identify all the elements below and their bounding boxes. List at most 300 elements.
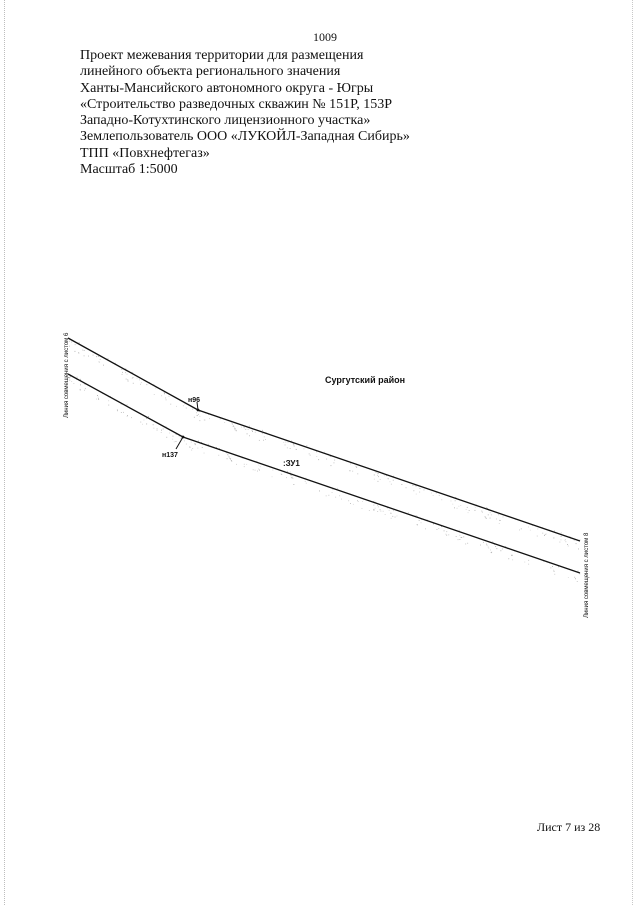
stipple-dot	[496, 548, 497, 549]
stipple-dot	[127, 416, 128, 417]
stipple-dot	[185, 404, 186, 405]
stipple-dot	[446, 535, 447, 536]
stipple-dot	[88, 356, 89, 357]
stipple-dot	[431, 493, 432, 494]
stipple-dot	[164, 393, 165, 394]
point-n96-marker	[197, 409, 200, 412]
stipple-dot	[285, 445, 286, 446]
stipple-dot	[291, 441, 292, 442]
stipple-dot	[231, 461, 232, 462]
stipple-dot	[352, 471, 353, 472]
stipple-dot	[454, 507, 455, 508]
stipple-dot	[117, 409, 118, 410]
stipple-dot	[485, 517, 486, 518]
stipple-dot	[528, 560, 529, 561]
stipple-dot	[377, 505, 378, 506]
stipple-dot	[416, 515, 417, 516]
stipple-dot	[376, 472, 377, 473]
stipple-dot	[380, 511, 381, 512]
stipple-dot	[491, 514, 492, 515]
stipple-dot	[292, 477, 293, 478]
stipple-dot	[310, 455, 311, 456]
stipple-dot	[391, 513, 392, 514]
stipple-dot	[362, 508, 363, 509]
stipple-dot	[100, 359, 101, 360]
stipple-dot	[391, 518, 392, 519]
stipple-dot	[350, 463, 351, 464]
stipple-dot	[395, 517, 396, 518]
stipple-dot	[378, 481, 379, 482]
stipple-dot	[287, 447, 288, 448]
stipple-dot	[259, 440, 260, 441]
stipple-dot	[194, 417, 195, 418]
stipple-dot	[490, 518, 491, 519]
stipple-dot	[324, 452, 325, 453]
stipple-dot	[362, 501, 363, 502]
stipple-dot	[452, 504, 453, 505]
stipple-dot	[373, 510, 374, 511]
parcel-label: :ЗУ1	[283, 459, 300, 468]
stipple-dot	[378, 506, 379, 507]
stipple-dot	[166, 426, 167, 427]
stipple-dot	[272, 470, 273, 471]
stipple-dot	[98, 356, 99, 357]
stipple-dot	[103, 365, 104, 366]
stipple-dot	[458, 539, 459, 540]
stipple-dot	[456, 536, 457, 537]
stipple-dot	[357, 473, 358, 474]
stipple-dot	[499, 523, 500, 524]
stipple-dot	[481, 511, 482, 512]
stipple-dot	[249, 435, 250, 436]
stipple-dot	[350, 470, 351, 471]
stipple-dot	[230, 459, 231, 460]
stipple-dot	[126, 379, 127, 380]
stipple-dot	[483, 542, 484, 543]
point-label-n137: н137	[162, 452, 178, 459]
stipple-dot	[75, 351, 76, 352]
stipple-dot	[469, 510, 470, 511]
stipple-dot	[413, 490, 414, 491]
stipple-dot	[416, 494, 417, 495]
stipple-dot	[229, 457, 230, 458]
stipple-dot	[257, 471, 258, 472]
header-line: Проект межевания территории для размещения	[80, 48, 364, 63]
stipple-dot	[161, 430, 162, 431]
stipple-dot	[512, 555, 513, 556]
stipple-dot	[84, 350, 85, 351]
stipple-dot	[554, 574, 555, 575]
stipple-dot	[528, 527, 529, 528]
stipple-dot	[199, 416, 200, 417]
stipple-dot	[262, 430, 263, 431]
stipple-dot	[127, 404, 128, 405]
stipple-dot	[244, 466, 245, 467]
sheet-number: Лист 7 из 28	[537, 820, 601, 834]
stipple-dot	[98, 397, 99, 398]
stipple-dot	[512, 559, 513, 560]
stipple-dot	[439, 495, 440, 496]
stipple-dot	[246, 464, 247, 465]
stipple-dot	[378, 476, 379, 477]
stipple-dot	[121, 369, 122, 370]
stipple-dot	[262, 433, 263, 434]
stipple-dot	[565, 541, 566, 542]
page-number: 1009	[313, 30, 337, 44]
stipple-dot	[191, 450, 192, 451]
stipple-dot	[183, 405, 184, 406]
stipple-dot	[392, 516, 393, 517]
stipple-dot	[241, 427, 242, 428]
stipple-dot	[131, 417, 132, 418]
stipple-dot	[127, 379, 128, 380]
stipple-dot	[441, 499, 442, 500]
stipple-dot	[419, 520, 420, 521]
stipple-dot	[291, 477, 292, 478]
stipple-dot	[559, 542, 560, 543]
stipple-dot	[255, 470, 256, 471]
stipple-dot	[198, 441, 199, 442]
stipple-dot	[296, 449, 297, 450]
stipple-dot	[374, 479, 375, 480]
stipple-dot	[195, 444, 196, 445]
stipple-dot	[117, 410, 118, 411]
stipple-dot	[457, 508, 458, 509]
stipple-dot	[290, 448, 291, 449]
stipple-dot	[286, 477, 287, 478]
stipple-dot	[565, 539, 566, 540]
stipple-dot	[554, 531, 555, 532]
stipple-dot	[332, 492, 333, 493]
stipple-dot	[121, 412, 122, 413]
stipple-dot	[186, 444, 187, 445]
stipple-dot	[153, 424, 154, 425]
stipple-dot	[146, 418, 147, 419]
stipple-dot	[80, 390, 81, 391]
stipple-dot	[258, 469, 259, 470]
stipple-dot	[459, 539, 460, 540]
stipple-dot	[141, 382, 142, 383]
stipple-dot	[244, 427, 245, 428]
stipple-dot	[84, 355, 85, 356]
stipple-dot	[234, 429, 235, 430]
stipple-dot	[502, 549, 503, 550]
stipple-dot	[84, 390, 85, 391]
stipple-dot	[445, 534, 446, 535]
stipple-dot	[374, 501, 375, 502]
stipple-dot	[511, 555, 512, 556]
stipple-dot	[161, 432, 162, 433]
stipple-dot	[337, 488, 338, 489]
stipple-dot	[475, 510, 476, 511]
stipple-dot	[561, 533, 562, 534]
stipple-dot	[98, 398, 99, 399]
stipple-dot	[247, 433, 248, 434]
stipple-dot	[408, 512, 409, 513]
stipple-dot	[437, 529, 438, 530]
stipple-dot	[328, 495, 329, 496]
point-label-n96: н96	[188, 397, 201, 404]
stipple-dot	[228, 456, 229, 457]
stipple-dot	[561, 536, 562, 537]
stipple-dot	[293, 443, 294, 444]
stipple-dot	[335, 497, 336, 498]
stipple-dot	[157, 430, 158, 431]
stipple-dot	[391, 484, 392, 485]
header-line: Землепользователь ООО «ЛУКОЙЛ-Западная Сибирь»	[80, 129, 410, 145]
stipple-dot	[249, 426, 250, 427]
stipple-dot	[356, 466, 357, 467]
stipple-dot	[123, 412, 124, 413]
stipple-dot	[545, 534, 546, 535]
stipple-dot	[192, 448, 193, 449]
stipple-dot	[233, 426, 234, 427]
stipple-dot	[264, 436, 265, 437]
stipple-dot	[341, 499, 342, 500]
stipple-dot	[577, 581, 578, 582]
stipple-dot	[486, 544, 487, 545]
stipple-dot	[358, 501, 359, 502]
stipple-dot	[574, 577, 575, 578]
stipple-dot	[419, 492, 420, 493]
stipple-dot	[71, 342, 72, 343]
stipple-dot	[263, 440, 264, 441]
stipple-dot	[197, 448, 198, 449]
stipple-dot	[163, 429, 164, 430]
stipple-dot	[99, 362, 100, 363]
stipple-dot	[306, 445, 307, 446]
stipple-dot	[139, 379, 140, 380]
stipple-dot	[537, 536, 538, 537]
stipple-dot	[228, 454, 229, 455]
stipple-dot	[319, 491, 320, 492]
stipple-dot	[190, 447, 191, 448]
header-line: ТПП «Повхнефтегаз»	[80, 145, 210, 161]
stipple-dot	[575, 578, 576, 579]
stipple-dot	[487, 545, 488, 546]
stipple-dot	[542, 533, 543, 534]
stipple-dot	[393, 510, 394, 511]
stipple-dot	[132, 378, 133, 379]
stipple-dot	[546, 534, 547, 535]
stipple-dot	[283, 442, 284, 443]
stipple-dot	[108, 400, 109, 401]
stipple-dot	[133, 383, 134, 384]
stipple-dot	[85, 388, 86, 389]
stipple-dot	[578, 549, 579, 550]
stipple-dot	[195, 443, 196, 444]
stipple-dot	[78, 353, 79, 354]
stipple-dot	[417, 524, 418, 525]
stipple-dot	[146, 424, 147, 425]
stipple-dot	[350, 503, 351, 504]
stipple-dot	[71, 381, 72, 382]
stipple-dot	[495, 546, 496, 547]
stipple-dot	[438, 528, 439, 529]
stipple-dot	[220, 419, 221, 420]
stipple-dot	[389, 510, 390, 511]
stipple-dot	[252, 431, 253, 432]
stipple-dot	[384, 475, 385, 476]
stipple-dot	[199, 420, 200, 421]
stipple-dot	[357, 500, 358, 501]
stipple-dot	[144, 420, 145, 421]
stipple-dot	[224, 422, 225, 423]
stipple-dot	[166, 399, 167, 400]
stipple-dot	[235, 428, 236, 429]
stipple-dot	[353, 504, 354, 505]
stipple-dot	[75, 344, 76, 345]
stipple-dot	[98, 399, 99, 400]
stipple-dot	[388, 478, 389, 479]
stipple-dot	[184, 440, 185, 441]
stipple-dot	[166, 437, 167, 438]
stipple-dot	[209, 418, 210, 419]
stipple-dot	[304, 448, 305, 449]
stipple-dot	[208, 444, 209, 445]
stipple-dot	[369, 510, 370, 511]
stipple-dot	[292, 478, 293, 479]
stipple-dot	[486, 518, 487, 519]
stipple-dot	[165, 398, 166, 399]
stipple-dot	[176, 406, 177, 407]
stipple-dot	[567, 544, 568, 545]
stipple-dot	[578, 571, 579, 572]
stipple-dot	[157, 428, 158, 429]
stipple-dot	[467, 543, 468, 544]
stipple-dot	[465, 544, 466, 545]
stipple-dot	[309, 453, 310, 454]
stipple-dot	[293, 444, 294, 445]
stipple-dot	[244, 464, 245, 465]
stipple-dot	[486, 507, 487, 508]
stipple-dot	[77, 377, 78, 378]
stipple-dot	[290, 472, 291, 473]
parcel-lower-boundary	[68, 374, 580, 573]
stipple-dot	[265, 439, 266, 440]
stipple-dot	[574, 540, 575, 541]
stipple-dot	[169, 433, 170, 434]
stipple-dot	[128, 381, 129, 382]
stipple-dot	[259, 470, 260, 471]
stipple-dot	[236, 464, 237, 465]
stipple-dot	[140, 384, 141, 385]
stipple-dot	[176, 441, 177, 442]
stipple-dot	[255, 432, 256, 433]
stipple-dot	[468, 512, 469, 513]
stipple-dot	[332, 489, 333, 490]
stipple-dot	[579, 573, 580, 574]
stipple-dot	[491, 552, 492, 553]
stipple-dot	[140, 422, 141, 423]
stipple-dot	[378, 473, 379, 474]
stipple-dot	[397, 516, 398, 517]
stipple-dot	[154, 394, 155, 395]
stipple-dot	[172, 439, 173, 440]
stipple-dot	[401, 484, 402, 485]
stipple-dot	[293, 484, 294, 485]
stipple-dot	[568, 577, 569, 578]
stipple-dot	[191, 442, 192, 443]
stipple-dot	[174, 441, 175, 442]
stipple-dot	[385, 514, 386, 515]
stipple-dot	[455, 500, 456, 501]
stipple-dot	[258, 465, 259, 466]
stipple-dot	[482, 512, 483, 513]
stipple-dot	[93, 355, 94, 356]
stipple-dot	[461, 537, 462, 538]
stipple-dot	[393, 480, 394, 481]
stipple-dot	[550, 567, 551, 568]
stipple-dot	[492, 541, 493, 542]
point-n137-marker	[182, 436, 185, 439]
stipple-dot	[374, 475, 375, 476]
stipple-dot	[528, 564, 529, 565]
stipple-dot	[248, 429, 249, 430]
stipple-dot	[155, 388, 156, 389]
stipple-dot	[96, 356, 97, 357]
parcel-upper-boundary	[68, 338, 580, 541]
stipple-dot	[580, 539, 581, 540]
stipple-dot	[458, 506, 459, 507]
stipple-dot	[133, 377, 134, 378]
stipple-dot	[260, 466, 261, 467]
stipple-dot	[272, 476, 273, 477]
stipple-dot	[508, 558, 509, 559]
stipple-dot	[448, 534, 449, 535]
stipple-dot	[561, 539, 562, 540]
header-line: «Строительство разведочных скважин № 151Р, 153Р	[80, 96, 392, 112]
stipple-dot	[218, 455, 219, 456]
stipple-dot	[490, 550, 491, 551]
stipple-dot	[446, 531, 447, 532]
stipple-dot	[565, 540, 566, 541]
stipple-dot	[503, 517, 504, 518]
stipple-dot	[197, 415, 198, 416]
stipple-dot	[288, 442, 289, 443]
header-line: Ханты-Мансийского автономного округа - Югры	[80, 80, 374, 96]
stipple-dot	[253, 469, 254, 470]
stipple-dot	[334, 462, 335, 463]
stipple-dot	[204, 453, 205, 454]
stipple-dot	[421, 522, 422, 523]
stipple-dot	[524, 562, 525, 563]
stipple-dot	[244, 427, 245, 428]
stipple-dot	[108, 358, 109, 359]
stipple-dot	[553, 570, 554, 571]
stipple-dot	[500, 550, 501, 551]
header-line: линейного объекта регионального значения	[80, 64, 341, 80]
stipple-dot	[521, 528, 522, 529]
stipple-dot	[339, 495, 340, 496]
stipple-dot	[287, 471, 288, 472]
stipple-dot	[281, 474, 282, 475]
stipple-dot	[377, 511, 378, 512]
stipple-dot	[488, 514, 489, 515]
stipple-dot	[142, 424, 143, 425]
stipple-dot	[334, 460, 335, 461]
stipple-dot	[490, 512, 491, 513]
stipple-dot	[125, 372, 126, 373]
stipple-dot	[232, 424, 233, 425]
stipple-dot	[316, 451, 317, 452]
stipple-dot	[326, 459, 327, 460]
stipple-dot	[233, 426, 234, 427]
stipple-dot	[424, 490, 425, 491]
stipple-dot	[553, 538, 554, 539]
stipple-dot	[433, 524, 434, 525]
stipple-dot	[467, 507, 468, 508]
